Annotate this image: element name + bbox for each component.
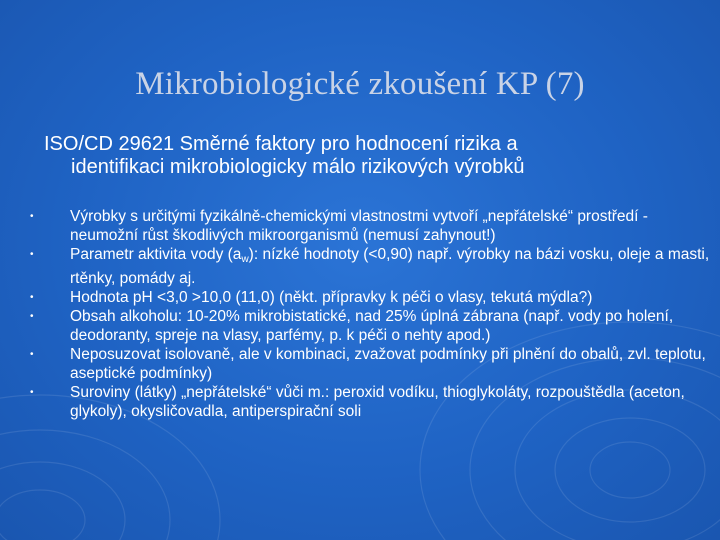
bullet-item [30, 288, 710, 307]
bullet-icon: • [30, 211, 34, 222]
bullet-text: Obsah alkoholu: 10-20% mikrobistatické, nad 25% úplná zábrana (např. vody po holení, deodoranty, spreje na vlasy, parfémy, p. k péči o nehty apod.) [70, 308, 674, 344]
bullet-item [30, 207, 710, 245]
bullet-text-subscript: w [241, 254, 249, 265]
subtitle-line-2: identifikaci mikrobiologicky málo rizikových výrobků [71, 156, 525, 178]
bullet-item [30, 245, 710, 288]
bullet-list [30, 207, 710, 421]
bullet-text-post: ): nízké hodnoty (<0,90) např. výrobky na bázi vosku, oleje a masti, rtěnky, pomády aj. [70, 246, 710, 287]
bullet-text: Hodnota pH <3,0 >10,0 (11,0) (někt. přípravky k péči o vlasy, tekutá mýdla?) [70, 289, 593, 306]
bullet-icon: • [30, 311, 34, 322]
bullet-text: Neposuzovat isolovaně, ale v kombinaci, zvažovat podmínky při plnění do obalů, zvl. teplotu, aseptické podmínky) [70, 346, 706, 382]
bullet-item [30, 307, 710, 345]
bullet-text: Výrobky s určitými fyzikálně-chemickými vlastnostmi vytvoří „nepřátelské“ prostředí - neumožní růst škodlivých mikroorganismů (nemusí zahynout!) [70, 208, 648, 244]
subtitle-line-1: ISO/CD 29621 Směrné faktory pro hodnocení rizika a [44, 133, 518, 155]
bullet-text: Suroviny (látky) „nepřátelské“ vůči m.: peroxid vodíku, thioglykoláty, rozpouštědla (aceton, glykoly), okysličovadla, antiperspirační soli [70, 384, 685, 420]
bullet-item [30, 383, 710, 421]
bullet-icon: • [30, 292, 34, 303]
slide-title: Mikrobiologické zkoušení KP (7) [135, 66, 585, 102]
bullet-icon: • [30, 249, 34, 260]
bullet-text-pre: Parametr aktivita vody (a [70, 246, 242, 263]
bullet-icon: • [30, 387, 34, 398]
bullet-icon: • [30, 349, 34, 360]
slide-subtitle [44, 133, 704, 179]
bullet-text [70, 246, 709, 287]
bullet-item [30, 345, 710, 383]
